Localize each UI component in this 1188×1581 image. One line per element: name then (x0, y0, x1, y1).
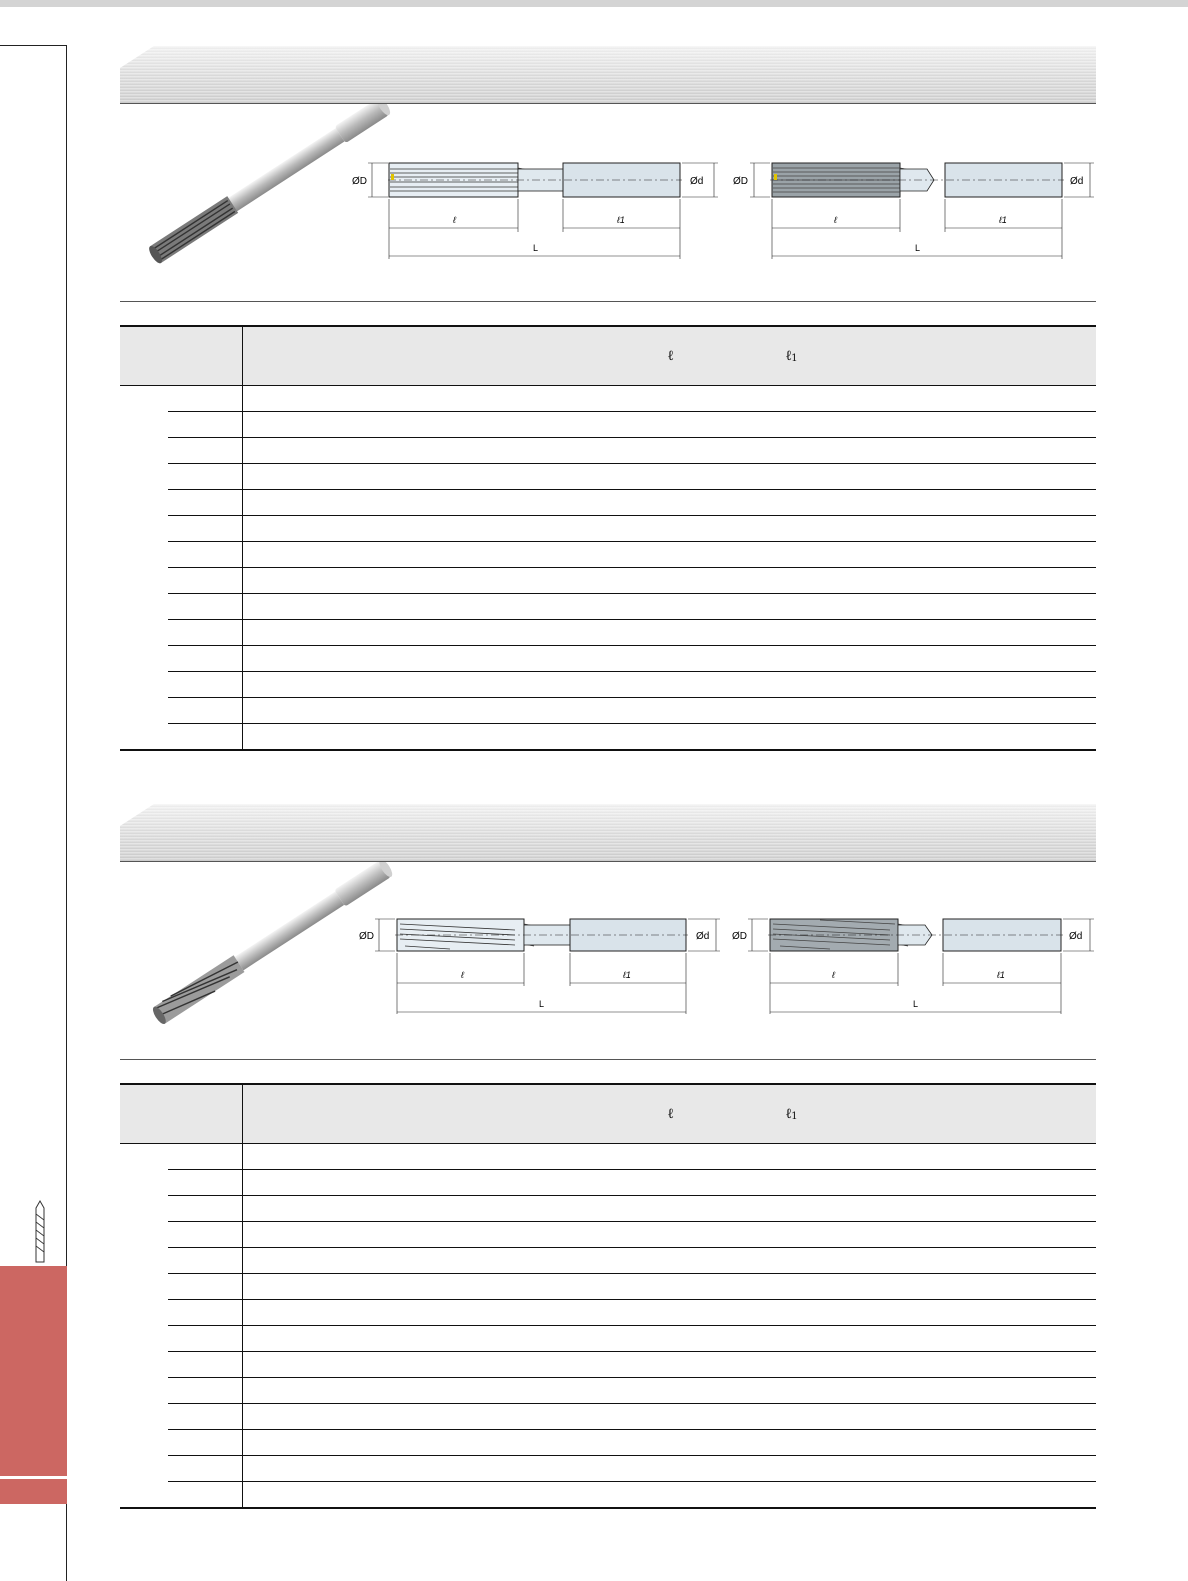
table-cell (243, 412, 1097, 438)
chapter-tab-lower[interactable] (0, 1479, 67, 1504)
svg-text:ℓ1: ℓ1 (617, 215, 625, 225)
reamer-photo (151, 862, 395, 1026)
table-cell (120, 1326, 243, 1352)
svg-text:Ød: Ød (696, 931, 710, 942)
table-cell (120, 1170, 243, 1196)
table-cell (120, 386, 243, 412)
table-cell (243, 438, 1097, 464)
table-cell (120, 568, 243, 594)
table-cell (243, 620, 1097, 646)
table-cell (120, 1482, 243, 1509)
table-row (120, 1222, 1096, 1248)
table-row (120, 490, 1096, 516)
table-cell (120, 1378, 243, 1404)
drawing-d (732, 919, 1094, 1014)
drawing-b (733, 163, 1094, 259)
table-row (120, 1404, 1096, 1430)
table-cell (120, 1274, 243, 1300)
table-row (120, 698, 1096, 724)
table-cell (120, 464, 243, 490)
figure-divider (120, 1059, 1096, 1060)
table-cell (243, 490, 1097, 516)
table-cell (243, 698, 1097, 724)
table-cell (243, 386, 1097, 412)
svg-text:Ød: Ød (1070, 176, 1084, 187)
table-row (120, 1196, 1096, 1222)
table-cell (243, 1456, 1097, 1482)
table-row (120, 1378, 1096, 1404)
table-cell (120, 698, 243, 724)
spec-table-2 (120, 1083, 1096, 1509)
table-row (120, 620, 1096, 646)
product-figure (120, 104, 1096, 300)
margin-frame (0, 45, 67, 1195)
table-row (120, 672, 1096, 698)
table-row (120, 1170, 1096, 1196)
table-cell (243, 1300, 1097, 1326)
table-cell (243, 568, 1097, 594)
section-banner (120, 46, 1096, 104)
table-row (120, 646, 1096, 672)
drawing-c (359, 919, 720, 1014)
svg-text:ℓ: ℓ (834, 215, 837, 225)
svg-text:ℓ: ℓ (832, 970, 835, 980)
table-row (120, 464, 1096, 490)
table-row (120, 516, 1096, 542)
table-cell (120, 1144, 243, 1170)
table-cell (120, 1300, 243, 1326)
svg-text:ℓ: ℓ (453, 215, 456, 225)
drawing-a (352, 163, 718, 259)
table-cell (120, 594, 243, 620)
table-cell (120, 490, 243, 516)
table-cell (243, 1430, 1097, 1456)
table-cell (243, 516, 1097, 542)
table-cell (243, 1378, 1097, 1404)
table-cell (243, 1144, 1097, 1170)
table-cell (120, 1248, 243, 1274)
table-cell (243, 1196, 1097, 1222)
svg-text:L: L (913, 999, 919, 1009)
table-cell (243, 1352, 1097, 1378)
table-cell (120, 646, 243, 672)
table-row (120, 542, 1096, 568)
table-header-cell (243, 326, 1097, 386)
table-cell (120, 1352, 243, 1378)
table-cell (120, 1196, 243, 1222)
svg-text:ℓ1: ℓ1 (999, 215, 1007, 225)
table-row (120, 568, 1096, 594)
table-row (120, 1352, 1096, 1378)
table-row (120, 1274, 1096, 1300)
table-cell (120, 1456, 243, 1482)
table-header-row (120, 1084, 1096, 1144)
header-l1: ℓ$_1$ (786, 348, 798, 364)
section-banner (120, 804, 1096, 862)
product-figure (120, 862, 1096, 1058)
table-row (120, 1326, 1096, 1352)
svg-text:ØD: ØD (359, 931, 374, 942)
figure-divider (120, 301, 1096, 302)
table-row (120, 1456, 1096, 1482)
table-cell (243, 646, 1097, 672)
table-cell (120, 516, 243, 542)
svg-text:L: L (533, 243, 539, 253)
table-cell (243, 464, 1097, 490)
table-cell (120, 1404, 243, 1430)
table-cell (120, 412, 243, 438)
table-row (120, 1248, 1096, 1274)
top-bar (0, 0, 1188, 7)
table-row (120, 594, 1096, 620)
table-row (120, 412, 1096, 438)
svg-text:ℓ1: ℓ1 (997, 970, 1005, 980)
table-cell (243, 1222, 1097, 1248)
table-cell (243, 594, 1097, 620)
spec-table-1 (120, 325, 1096, 751)
svg-text:ØD: ØD (732, 931, 747, 942)
drill-icon (30, 1200, 50, 1266)
table-row (120, 386, 1096, 412)
table-row (120, 724, 1096, 751)
header-l: ℓ (668, 1106, 674, 1122)
svg-text:L: L (915, 243, 921, 253)
table-cell (120, 438, 243, 464)
chapter-tab[interactable] (0, 1266, 67, 1476)
table-header-cell (243, 1084, 1097, 1144)
table-header-row (120, 326, 1096, 386)
table-cell (243, 1482, 1097, 1509)
table-cell (120, 672, 243, 698)
table-cell (243, 1170, 1097, 1196)
table-cell (243, 1326, 1097, 1352)
table-header-cell (120, 326, 243, 386)
table-row (120, 438, 1096, 464)
table-cell (120, 620, 243, 646)
svg-text:Ød: Ød (1069, 931, 1083, 942)
table-header-cell (120, 1084, 243, 1144)
table-cell (120, 542, 243, 568)
table-cell (243, 1274, 1097, 1300)
table-cell (120, 1222, 243, 1248)
svg-text:ℓ: ℓ (461, 970, 464, 980)
header-l1: ℓ$_1$ (786, 1106, 798, 1122)
svg-text:ℓ1: ℓ1 (623, 970, 631, 980)
table-cell (243, 1404, 1097, 1430)
svg-text:L: L (539, 999, 545, 1009)
svg-text:Ød: Ød (690, 176, 704, 187)
header-l: ℓ (668, 348, 674, 364)
table-cell (243, 542, 1097, 568)
table-row (120, 1482, 1096, 1509)
table-cell (243, 1248, 1097, 1274)
table-cell (243, 672, 1097, 698)
table-row (120, 1144, 1096, 1170)
svg-text:ØD: ØD (733, 176, 748, 187)
table-row (120, 1300, 1096, 1326)
table-cell (120, 1430, 243, 1456)
table-row (120, 1430, 1096, 1456)
table-cell (120, 724, 243, 751)
table-cell (243, 724, 1097, 751)
svg-text:ØD: ØD (352, 176, 367, 187)
